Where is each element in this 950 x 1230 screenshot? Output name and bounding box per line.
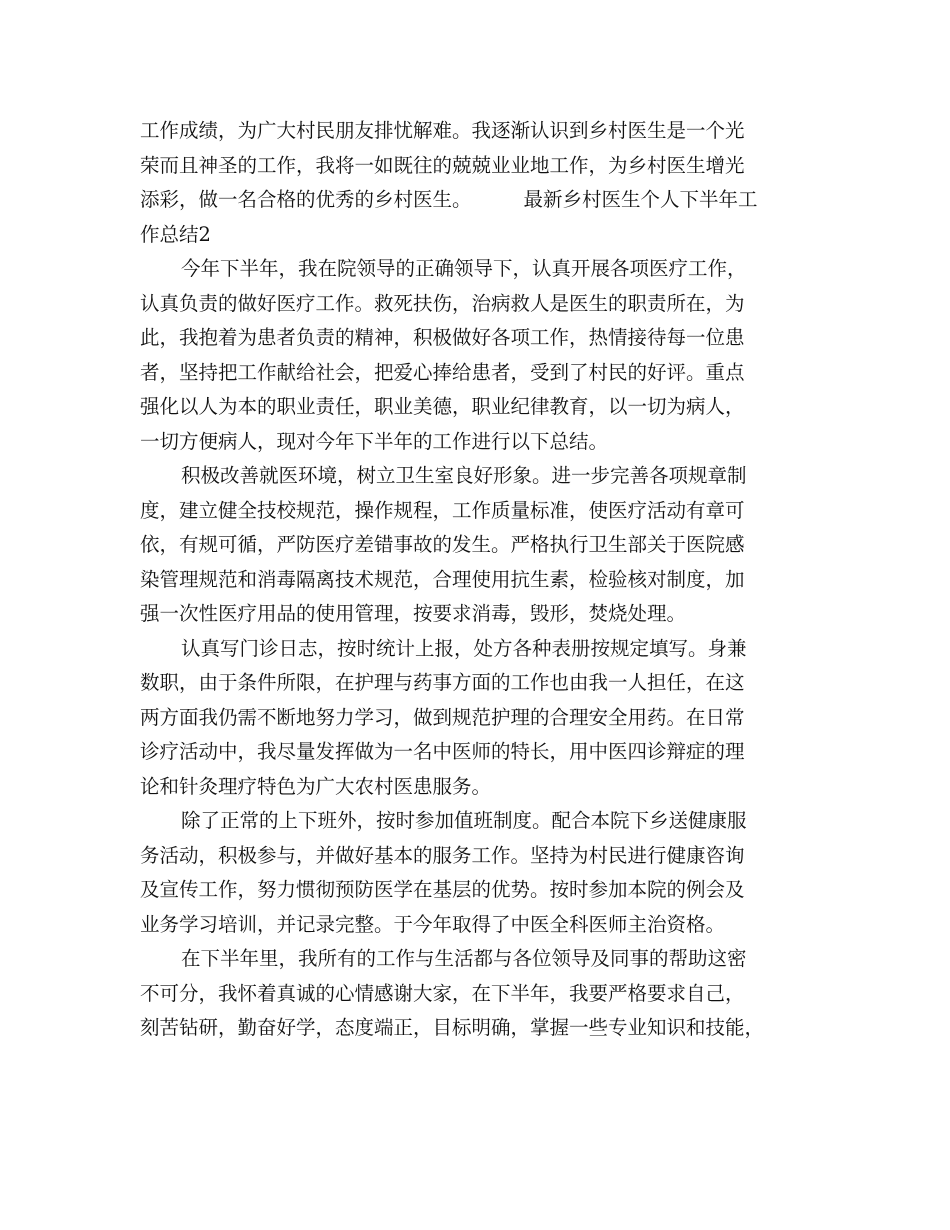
text-line: 强一次性医疗用品的使用管理，按要求消毒，毁形，焚烧处理。 — [140, 602, 687, 625]
paragraph-5 — [140, 942, 824, 1046]
text-line: 荣而且神圣的工作，我将一如既往的兢兢业业地工作，为乡村医生增光 — [140, 153, 745, 177]
text-line: 刻苦钻研，勤奋好学，态度端正，目标明确，掌握一些专业知识和技能， — [140, 1016, 765, 1039]
section-heading: 最新乡村医生个人下半年工 — [523, 188, 758, 211]
paragraph-4 — [140, 804, 824, 942]
text-line: 论和针灸理疗特色为广大农村医患服务。 — [140, 774, 492, 798]
text-line: 认真负责的做好医疗工作。救死扶伤，治病救人是医生的职责所在，为 — [140, 291, 745, 315]
document-body — [140, 114, 824, 1046]
intro-last-line: 添彩，做一名合格的优秀的乡村医生。 — [140, 188, 472, 211]
text-line: 业务学习培训，并记录完整。于今年取得了中医全科医师主治资格。 — [140, 912, 726, 936]
text-line: 染管理规范和消毒隔离技术规范，合理使用抗生素，检验核对制度，加 — [140, 567, 745, 591]
text-line: 诊疗活动中，我尽量发挥做为一名中医师的特长，用中医四诊辩症的理 — [140, 740, 745, 763]
text-line: 及宣传工作，努力惯彻预防医学在基层的优势。按时参加本院的例会及 — [140, 878, 745, 901]
text-line: 数职，由于条件所限，在护理与药事方面的工作也由我一人担任，在这 — [140, 671, 745, 694]
text-line: 依，有规可循，严防医疗差错事故的发生。严格执行卫生部关于医院感 — [140, 533, 745, 556]
text-line: 务活动，积极参与，并做好基本的服务工作。坚持为村民进行健康咨询 — [140, 843, 745, 867]
text-line: 不可分，我怀着真诚的心情感谢大家，在下半年，我要严格要求自己， — [140, 981, 745, 1005]
text-line: 强化以人为本的职业责任，职业美德，职业纪律教育，以一切为病人， — [140, 395, 745, 418]
text-line: 今年下半年，我在院领导的正确领导下，认真开展各项医疗工作， — [181, 257, 747, 280]
paragraph-3 — [140, 632, 824, 805]
text-line: 积极改善就医环境，树立卫生室良好形象。进一步完善各项规章制 — [181, 464, 747, 487]
paragraph-1 — [140, 252, 824, 459]
text-line: 者，坚持把工作献给社会，把爱心捧给患者，受到了村民的好评。重点 — [140, 360, 745, 384]
text-line: 此，我抱着为患者负责的精神，积极做好各项工作，热情接待每一位患 — [140, 326, 745, 349]
text-line: 工作成绩，为广大村民朋友排忧解难。我逐渐认识到乡村医生是一个光 — [140, 119, 745, 142]
text-line: 除了正常的上下班外，按时参加值班制度。配合本院下乡送健康服 — [181, 809, 747, 832]
text-line: 度，建立健全技校规范，操作规程，工作质量标准，使医疗活动有章可 — [140, 498, 745, 522]
text-line: 两方面我仍需不断地努力学习，做到规范护理的合理安全用药。在日常 — [140, 705, 745, 729]
text-line: 在下半年里，我所有的工作与生活都与各位领导及同事的帮助这密 — [181, 947, 747, 970]
text-line — [140, 183, 824, 218]
section-heading-continued: 作总结2 — [140, 222, 211, 246]
text-line: 一切方便病人，现对今年下半年的工作进行以下总结。 — [140, 429, 609, 453]
paragraph-2 — [140, 459, 824, 632]
text-line: 认真写门诊日志，按时统计上报，处方各种表册按规定填写。身兼 — [181, 636, 747, 660]
